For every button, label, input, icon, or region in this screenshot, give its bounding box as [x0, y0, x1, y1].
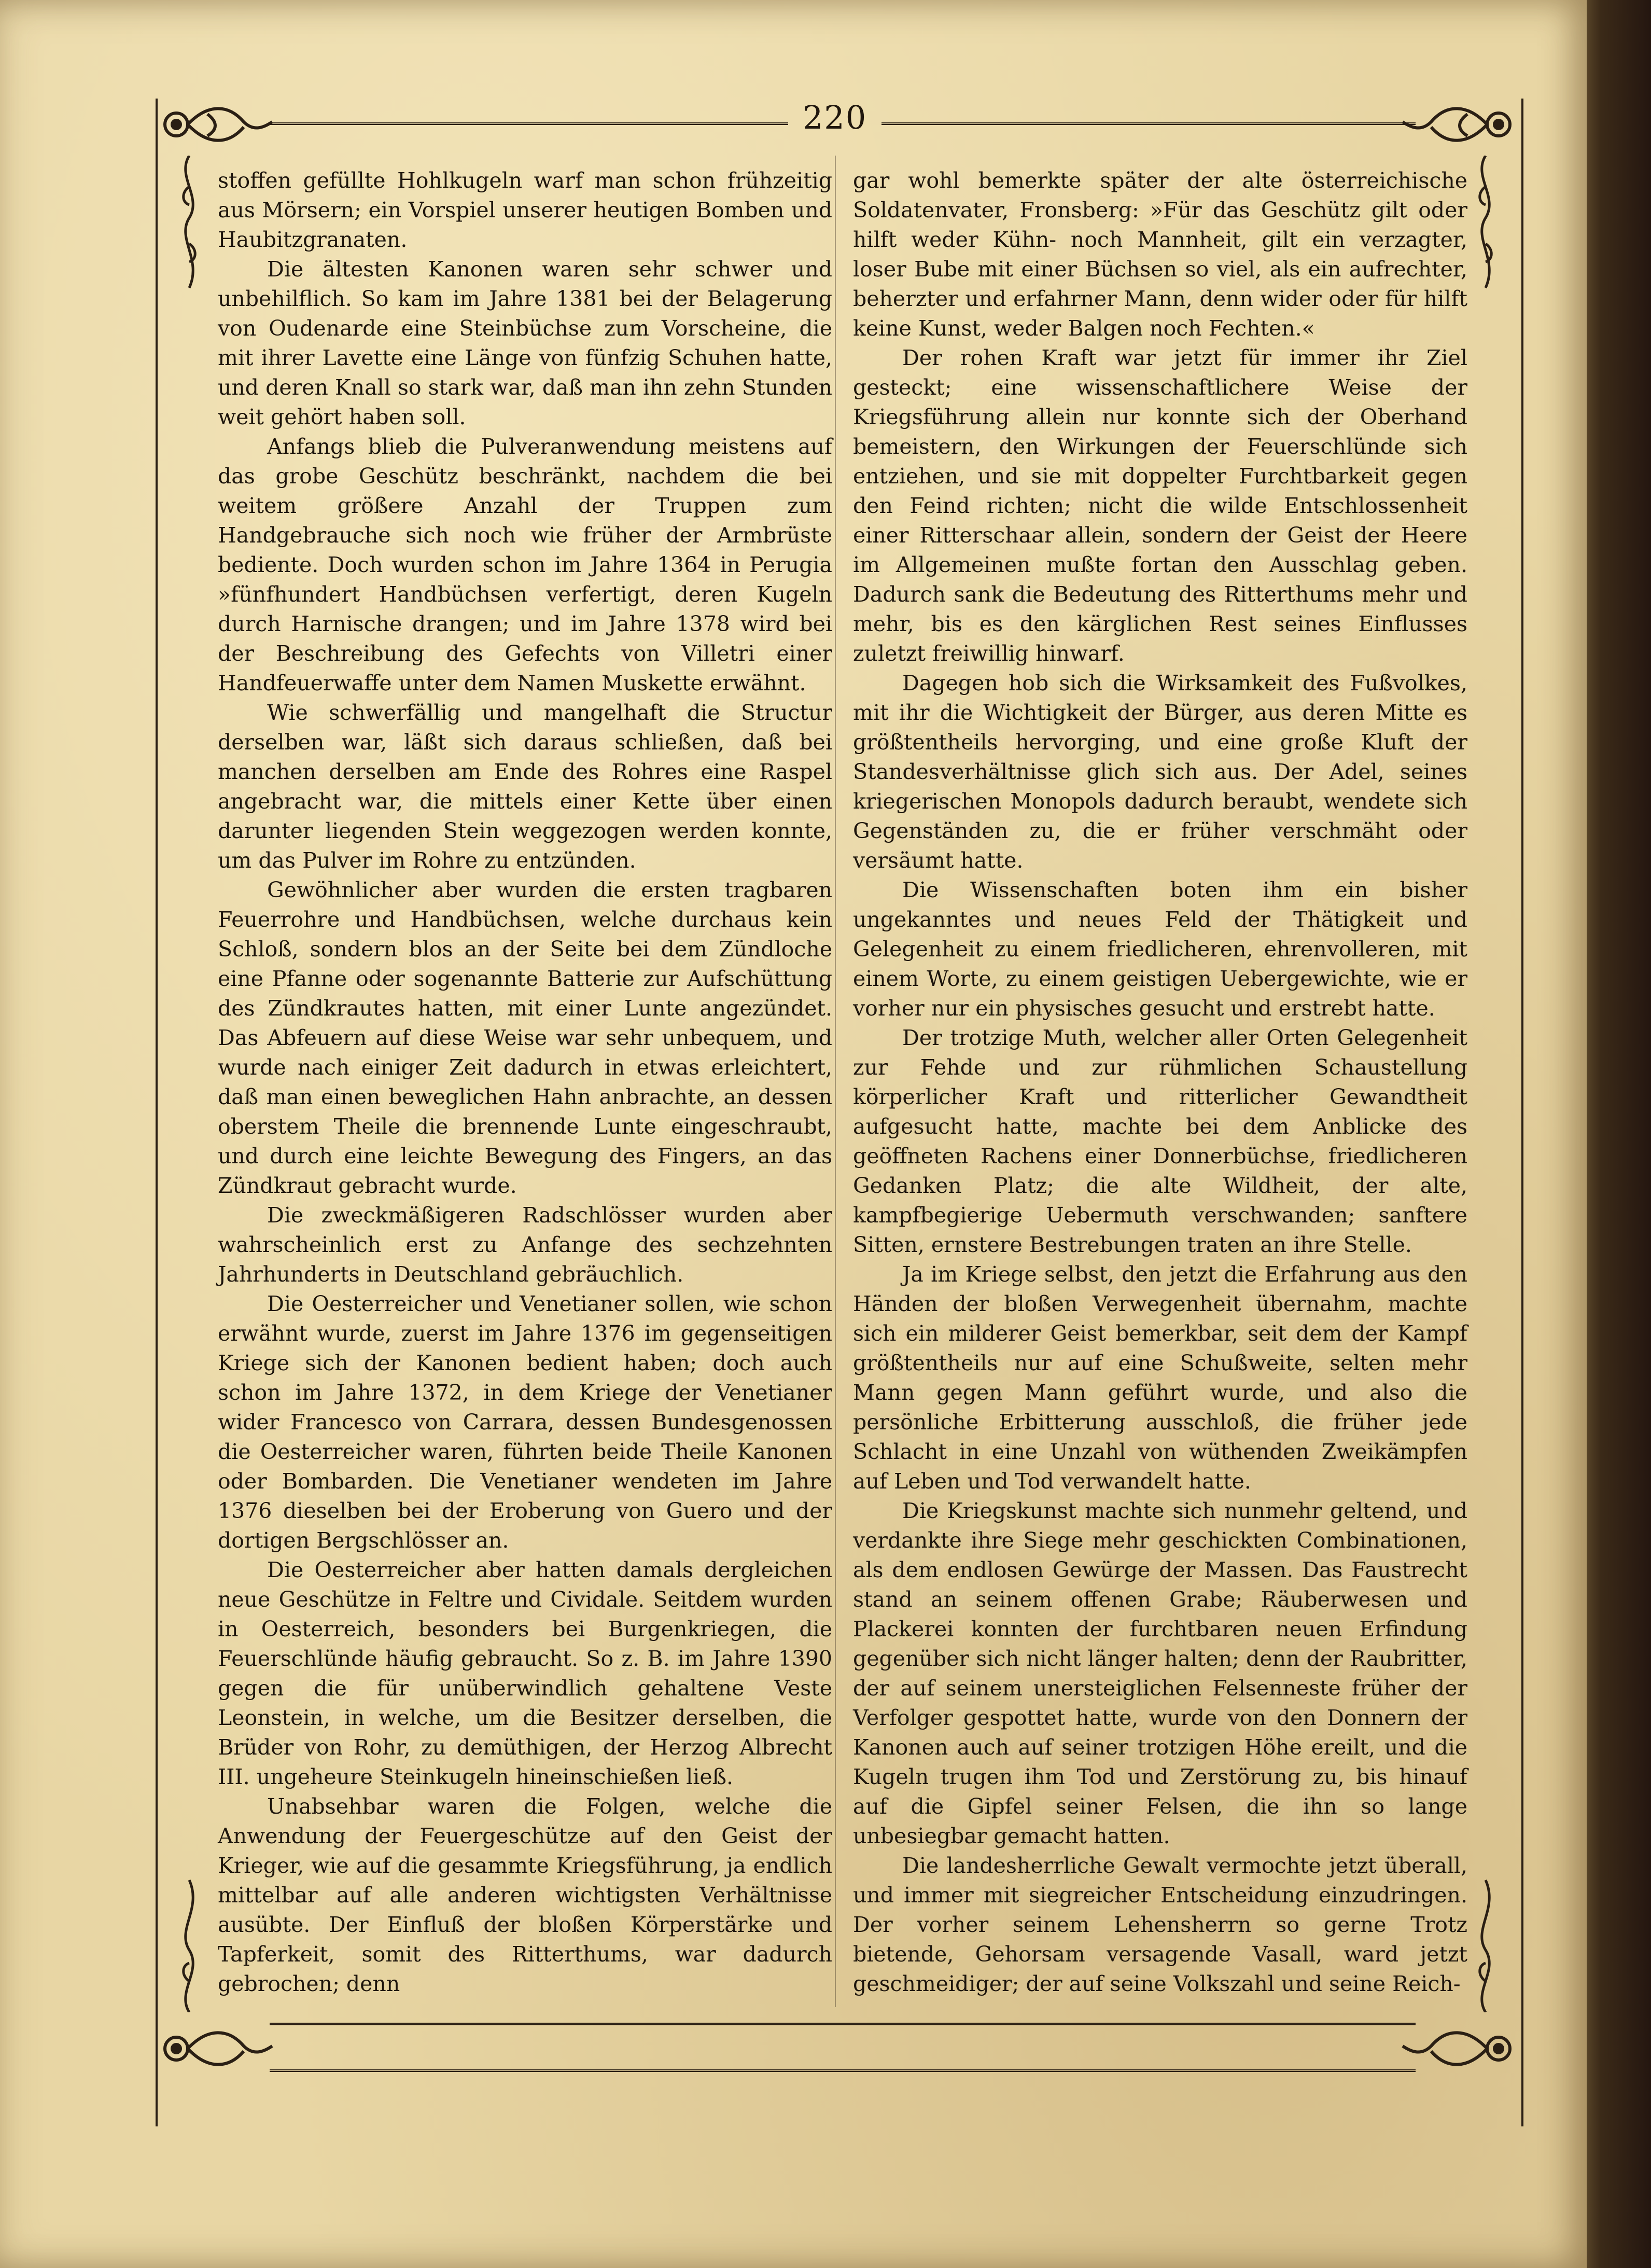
floral-corner-ornament-icon	[1400, 2017, 1519, 2085]
paragraph: Ja im Kriege selbst, den jetzt die Erfahrung aus den Händen der bloßen Verwegenheit übernahm, machte sich ein milderer Geist bemerkbar, seit dem der Kampf größtentheils nur auf eine Schußweite, selten mehr Mann gegen Mann geführt wurde, und also die persönliche Erbitterung ausschloß, die früher jede Schlacht in eine Unzahl von wüthenden Zweikämpfen auf Leben und Tod verwandelt hatte.	[853, 1262, 1467, 1494]
floral-corner-ornament-icon	[1400, 93, 1519, 161]
paragraph: Unabsehbar waren die Folgen, welche die Anwendung der Feuergeschütze auf den Geist der Krieger, wie auf die gesammte Kriegsführung, ja endlich mittelbar auf alle anderen wichtigsten Verhältnisse ausübte. Der Einfluß der bloßen Körperstärke und Tapferkeit, somit des Ritterthums, war dadurch gebrochen; denn	[218, 1794, 832, 1996]
left-text-column	[218, 166, 832, 1999]
frame-top-rule-right	[882, 122, 1416, 125]
paragraph: Wie schwerfällig und mangelhaft die Structur derselben war, läßt sich daraus schließen, daß bei manchen derselben am Ende des Rohres eine Raspel angebracht war, die mittels einer Kette über einen darunter liegenden Stein weggezogen werden konnte, um das Pulver im Rohre zu entzünden.	[218, 700, 832, 873]
page-number: 220	[802, 99, 868, 136]
paragraph: Die Oesterreicher aber hatten damals dergleichen neue Geschütze in Feltre und Cividale. Seitdem wurden in Oesterreich, besonders bei Burgenkriegen, die Feuerschlünde häufig gebraucht. So z. B. im Jahre 1390 gegen die für unüberwindlich gehaltene Veste Leonstein, in welche, um die Besitzer derselben, die Brüder von Rohr, zu demüthigen, der Herzog Albrecht III. ungeheure Steinkugeln hineinschießen ließ.	[218, 1557, 832, 1789]
paragraph: Die zweckmäßigeren Radschlösser wurden aber wahrscheinlich erst zu Anfange des sechzehnten Jahrhunderts in Deutschland gebräuchlich.	[218, 1203, 832, 1287]
vine-scroll-ornament-icon	[1470, 1877, 1501, 2012]
paragraph: Der trotzige Muth, welcher aller Orten Gelegenheit zur Fehde und zur rühmlichen Schaustellung körperlicher Kraft und ritterlicher Gewandtheit aufgesucht hatte, machte bei dem Anblicke des geöffneten Rachens einer Donnerbüchse, friedlicheren Gedanken Platz; die alte Wildheit, der alte, kampfbegierige Uebermuth verschwanden; sanftere Sitten, ernstere Bestrebungen traten an ihre Stelle.	[853, 1025, 1467, 1257]
paragraph: gar wohl bemerkte später der alte österreichische Soldatenvater, Fronsberg: »Für das Geschütz gilt oder hilft weder Kühn- noch Mannheit, gilt ein verzagter, loser Bube mit einer Büchsen so viel, als ein aufrechter, beherzter und erfahrner Mann, denn wider oder für hilft keine Kunst, weder Balgen noch Fechten.«	[853, 168, 1467, 341]
paragraph: Die Oesterreicher und Venetianer sollen, wie schon erwähnt wurde, zuerst im Jahre 1376 im gegenseitigen Kriege sich der Kanonen bedient haben; doch auch schon im Jahre 1372, in dem Kriege der Venetianer wider Francesco von Carrara, dessen Bundesgenossen die Oesterreicher waren, führten beide Theile Kanonen oder Bombarden. Die Venetianer wendeten im Jahre 1376 dieselben bei der Eroberung von Guero und der dortigen Bergschlösser an.	[218, 1291, 832, 1553]
paragraph: Die Kriegskunst machte sich nunmehr geltend, und verdankte ihre Siege mehr geschickten Combinationen, als dem endlosen Gewürge der Massen. Das Faustrecht stand an seinem offenen Grabe; Räuberwesen und Plackerei konnten der furchtbaren neuen Erfindung gegenüber sich nicht länger halten; denn der Raubritter, der auf seinem unersteiglichen Felsenneste früher der Verfolger gespottet hatte, wurde von den Donnern der Kanonen auch auf seiner trotzigen Höhe ereilt, und die Kugeln trugen ihm Tod und Zerstörung zu, bis hinauf auf die Gipfel seiner Felsen, die ihn so lange unbesiegbar gemacht hatten.	[853, 1498, 1467, 1848]
paragraph: Die ältesten Kanonen waren sehr schwer und unbehilflich. So kam im Jahre 1381 bei der Belagerung von Oudenarde eine Steinbüchse zum Vorscheine, die mit ihrer Lavette eine Länge von fünfzig Schuhen hatte, und deren Knall so stark war, daß man ihn zehn Stunden weit gehört haben soll.	[218, 257, 832, 429]
frame-bottom-rule	[270, 2023, 1416, 2025]
column-divider	[835, 156, 836, 2007]
paragraph: Anfangs blieb die Pulveranwendung meistens auf das grobe Geschütz beschränkt, nachdem die bei weitem größere Anzahl der Truppen zum Handgebrauche sich noch wie früher der Armbrüste bediente. Doch wurden schon im Jahre 1364 in Perugia »fünfhundert Handbüchsen verfertigt, deren Kugeln durch Harnische drangen; und im Jahre 1378 wird bei der Beschreibung des Gefechts von Villetri einer Handfeuerwaffe unter dem Namen Muskette erwähnt.	[218, 434, 832, 695]
paragraph: Die Wissenschaften boten ihm ein bisher ungekanntes und neues Feld der Thätigkeit und Gelegenheit zu einem friedlicheren, ehrenvolleren, mit einem Worte, zu einem geistigen Uebergewichte, wie er vorher nur ein physisches gesucht und erstrebt hatte.	[853, 878, 1467, 1021]
paragraph: Die landesherrliche Gewalt vermochte jetzt überall, und immer mit siegreicher Entscheidung einzudringen. Der vorher seinem Lehensherrn so gerne Trotz bietende, Gehorsam versagende Vasall, ward jetzt geschmeidiger; der auf seine Volkszahl und seine Reich-	[853, 1853, 1467, 1996]
paragraph: stoffen gefüllte Hohlkugeln warf man schon frühzeitig aus Mörsern; ein Vorspiel unserer heutigen Bomben und Haubitzgranaten.	[218, 168, 832, 252]
paragraph: Der rohen Kraft war jetzt für immer ihr Ziel gesteckt; eine wissenschaftlichere Weise der Kriegsführung allein nur konnte sich der Oberhand bemeistern, den Wirkungen der Feuerschlünde sich entziehen, und sie mit doppelter Furchtbarkeit gegen den Feind richten; nicht die wilde Entschlossenheit einer Ritterschaar allein, sondern der Geist der Heere im Allgemeinen mußte fortan den Ausschlag geben. Dadurch sank die Bedeutung des Ritterthums mehr und mehr, bis es den kärglichen Rest seines Einflusses zuletzt freiwillig hinwarf.	[853, 345, 1467, 666]
right-text-column	[853, 166, 1467, 1999]
paragraph: Dagegen hob sich die Wirksamkeit des Fußvolkes, mit ihr die Wichtigkeit der Bürger, aus deren Mitte es größtentheils hervorging, und eine große Kluft der Standesverhältnisse glich sich aus. Der Adel, seines kriegerischen Monopols dadurch beraubt, wendete sich Gegenständen zu, die er früher verschmäht oder versäumt hatte.	[853, 671, 1467, 873]
vine-scroll-ornament-icon	[1470, 156, 1501, 290]
floral-corner-ornament-icon	[156, 93, 275, 161]
floral-corner-ornament-icon	[156, 2017, 275, 2085]
vine-scroll-ornament-icon	[174, 1877, 205, 2012]
frame-bottom-rule-outer	[270, 2069, 1416, 2072]
paragraph: Gewöhnlicher aber wurden die ersten tragbaren Feuerrohre und Handbüchsen, welche durchaus kein Schloß, sondern blos an der Seite bei dem Zündloche eine Pfanne oder sogenannte Batterie zur Aufschüttung des Zündkrautes hatten, mit einer Lunte angezündet. Das Abfeuern auf diese Weise war sehr unbequem, und wurde nach einiger Zeit dadurch in etwas erleichtert, daß man einen beweglichen Hahn anbrachte, an dessen oberstem Theile die brennende Lunte eingeschraubt, und durch eine leichte Bewegung des Fingers, an das Zündkraut gebracht wurde.	[218, 878, 832, 1198]
vine-scroll-ornament-icon	[174, 156, 205, 290]
frame-top-rule-left	[270, 122, 788, 125]
